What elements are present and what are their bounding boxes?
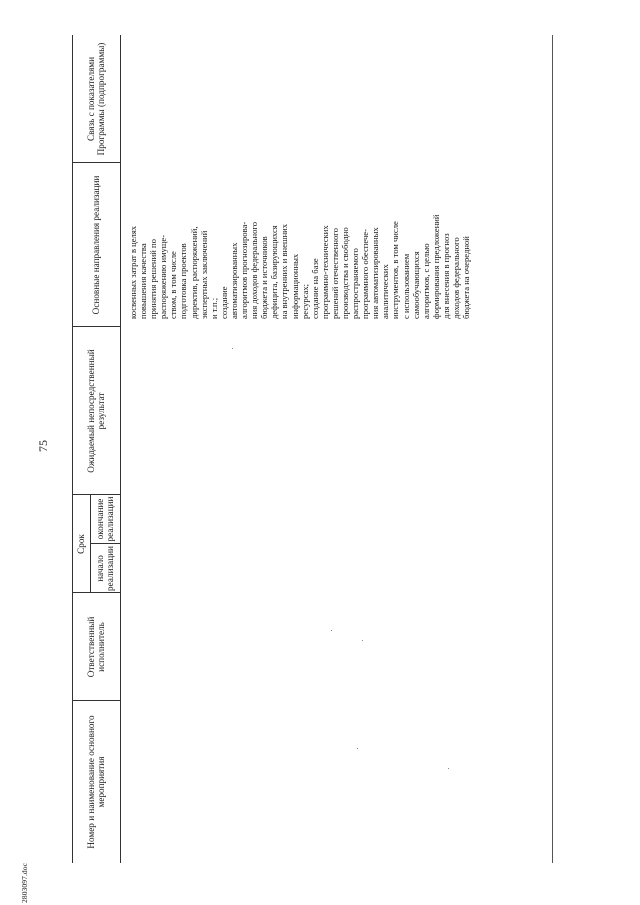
- directions-line: принятия решений по: [148, 239, 159, 319]
- directions-line: директив, распоряжений,: [188, 226, 199, 319]
- table-top-border: [72, 35, 73, 863]
- scan-speck: [448, 768, 449, 769]
- header-executor: Ответственный исполнитель: [85, 616, 106, 678]
- directions-line: алгоритмов прогнозирова-: [239, 221, 250, 319]
- directions-cell: [128, 167, 471, 319]
- directions-line: бюджета и источников: [259, 236, 270, 319]
- directions-line: программного обеспече-: [360, 229, 371, 319]
- directions-line: самообучающихся: [410, 251, 421, 319]
- directions-line: программно-технических: [319, 225, 330, 319]
- directions-line: аналитических: [380, 264, 391, 319]
- directions-line: распоряжению имуще-: [158, 234, 169, 319]
- header-term-end: окончание реализации: [94, 496, 115, 542]
- page-number: 75: [36, 440, 50, 452]
- directions-line: распространяемого: [350, 248, 361, 319]
- directions-line: формирования предложений: [430, 214, 441, 319]
- directions-line: бюджета на очередной: [461, 236, 472, 319]
- table-bottom-border: [552, 35, 553, 863]
- directions-line: решений отечественного: [329, 228, 340, 319]
- directions-line: дефицита, базирующихся: [269, 225, 280, 319]
- header-term: Срок: [75, 534, 86, 554]
- directions-line: информационных: [289, 253, 300, 319]
- directions-line: с использованием: [400, 253, 411, 319]
- directions-line: ством, в том числе: [168, 251, 179, 319]
- column-divider: [72, 700, 120, 701]
- directions-line: на внутренних и внешних: [279, 223, 290, 319]
- directions-line: и т.п.;: [208, 297, 219, 319]
- directions-line: ресурсах;: [299, 283, 310, 319]
- scan-speck: [362, 640, 363, 641]
- directions-line: доходов федерального: [451, 237, 461, 319]
- header-directions: Основные направления реализации: [90, 175, 101, 315]
- header-event: Номер и наименование основного мероприятия: [85, 715, 106, 849]
- directions-line: создание на базе: [309, 258, 320, 319]
- scan-speck: [331, 630, 332, 631]
- directions-line: ния автоматизированных: [370, 227, 381, 319]
- directions-line: создание: [218, 286, 229, 319]
- directions-line: экспертных заключений: [198, 230, 209, 319]
- scan-speck: [232, 348, 233, 349]
- column-divider: [90, 543, 120, 544]
- header-result: Ожидаемый непосредственный результат: [85, 349, 106, 473]
- directions-line: подготовка проектов: [178, 243, 189, 319]
- header-bottom-border: [120, 35, 121, 863]
- column-divider: [72, 162, 120, 163]
- file-name: 2803097.doc: [20, 862, 29, 903]
- directions-line: производства и свободно: [339, 227, 350, 319]
- measures-table: [72, 35, 552, 863]
- directions-line: повышения качества: [138, 243, 149, 319]
- directions-line: инструментов, в том числе: [390, 221, 401, 319]
- header-link: Связь с показателями Программы (подпрограммы): [85, 42, 106, 156]
- directions-line: алгоритмов, с целью: [420, 243, 431, 319]
- directions-line: ния доходов федерального: [249, 221, 260, 319]
- directions-line: автоматизированных: [228, 242, 239, 319]
- header-term-start: начало реализации: [94, 546, 115, 591]
- directions-line: для внесения в прогноз: [440, 233, 451, 319]
- directions-line: косвенных затрат в целях: [128, 225, 138, 319]
- scan-speck: [357, 748, 358, 749]
- column-divider: [72, 326, 120, 327]
